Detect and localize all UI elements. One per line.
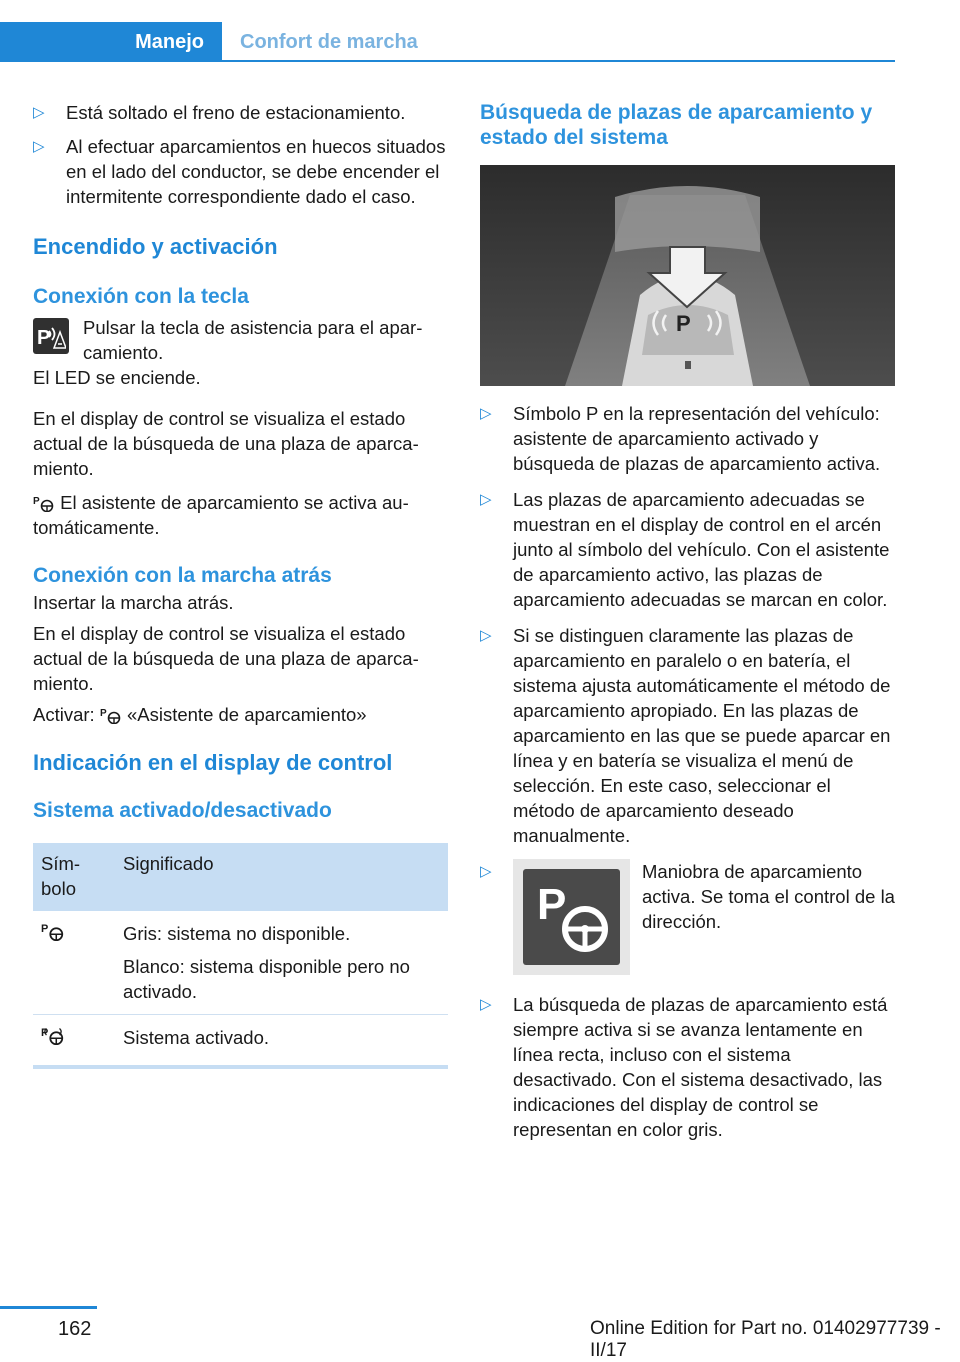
triangle-bullet-icon: ▷ [33,138,45,155]
list-item: ▷ La búsqueda de plazas de aparcamiento está siempre activa si se avanza lentamente en línea recta, incluso con el sistema desactivado. Con el sistema desactivado, las indicaciones del display de control se representan en color gris. [480,994,888,1140]
activar-line: Activar: P «Asistente de aparcamiento» [33,704,367,725]
triangle-bullet-icon: ▷ [480,627,492,644]
steering-park-icon [513,859,630,975]
park-assist-symbol-icon [41,921,65,941]
triangle-bullet-icon: ▷ [480,996,492,1013]
heading-encendido: Encendido y activación [33,234,278,259]
heading-indicacion: Indicación en el display de control [33,750,393,775]
left-column [33,100,448,1069]
tab-manejo[interactable]: Manejo [0,22,222,62]
heading-sistema: Sistema activado/desactivado [33,799,332,822]
svg-text:P: P [676,311,691,336]
triangle-bullet-icon: ▷ [480,405,492,422]
list-item: ▷ Símbolo P en la representación del vehículo: asistente de aparcamiento activado y búsqueda de plazas de aparcamiento activa. [480,403,881,474]
footer-rule [0,1306,97,1309]
svg-text:P: P [37,327,51,349]
auto-text-paragraph: P El asistente de aparcamiento se activa automáticamente. [33,492,409,538]
table-row [33,911,448,1015]
column-header-symbol: Símbolo [33,843,115,911]
maniobra-text: Maniobra de aparcamiento activa. Se toma el control de la dirección. [642,861,895,932]
svg-text:P: P [537,880,567,929]
led-text: El LED se enciende. [33,367,201,388]
park-assist-button-icon [33,318,69,354]
list-item: ▷ Está soltado el freno de estacionamiento. [33,102,406,123]
list-item: ▷ Si se distinguen claramente las plazas de aparcamiento en paralelo o en batería, el sistema ajusta automáticamente el método de aparcamiento apropiado. En las plazas de aparcamiento en las que se puede aparcar en línea y en batería se visualiza el menú de selección. En este caso, seleccionar el método de aparcamiento deseado manualmente. [480,625,891,846]
svg-text:P: P [41,923,49,936]
triangle-bullet-icon: ▷ [33,104,45,121]
right-column [480,100,895,1153]
tecla-text: Pulsar la tecla de asistencia para el aparcamiento. [83,317,423,363]
marcha-text-1: Insertar la marcha atrás. [33,592,234,613]
list-item: ▷ Al efectuar aparcamientos en huecos situados en el lado del conductor, se debe encender el intermitente correspondiente dado el caso. [33,136,446,207]
heading-marcha: Conexión con la marcha atrás [33,564,332,587]
meaning-blanco: Blanco: sistema disponible pero no activado. [123,956,410,1002]
triangle-bullet-icon: ▷ [480,491,492,508]
display-text: En el display de control se visualiza el estado actual de la búsqueda de una plaza de aparcamiento. [33,408,419,479]
page-number: 162 [58,1318,92,1340]
park-assist-active-icon [41,1025,65,1045]
table-row [33,1015,448,1068]
svg-text:P: P [99,708,107,719]
list-item [480,859,895,981]
edition-note: Online Edition for Part no. 01402977739 - II/17 [590,1318,941,1361]
vehicle-display-image [480,165,895,386]
park-assist-symbol-icon [100,706,122,724]
triangle-bullet-icon: ▷ [480,863,492,880]
header-rule [222,60,895,62]
marcha-text-2: En el display de control se visualiza el estado actual de la búsqueda de una plaza de aparcamiento. [33,623,419,694]
column-header-meaning: Significado [115,843,448,911]
meaning-activado: Sistema activado. [115,1015,448,1068]
heading-busqueda: Búsqueda de plazas de aparcamiento y estado del sistema [480,101,873,149]
heading-tecla: Conexión con la tecla [33,285,249,308]
svg-text:P: P [41,1027,49,1040]
tab-confort-de-marcha[interactable]: Confort de marcha [240,31,418,53]
svg-text:P: P [33,496,40,507]
park-assist-symbol-icon [33,494,55,512]
meaning-gris: Gris: sistema no disponible. [123,923,351,944]
list-item: ▷ Las plazas de aparcamiento adecuadas se muestran en el display de control en el arcén junto al símbolo del vehículo. Con el asistente de aparcamiento activo, las plazas de aparcamiento adecuadas se marcan en color. [480,489,890,610]
symbol-table [33,843,448,1069]
header [0,22,895,62]
table-header-row [33,843,448,911]
